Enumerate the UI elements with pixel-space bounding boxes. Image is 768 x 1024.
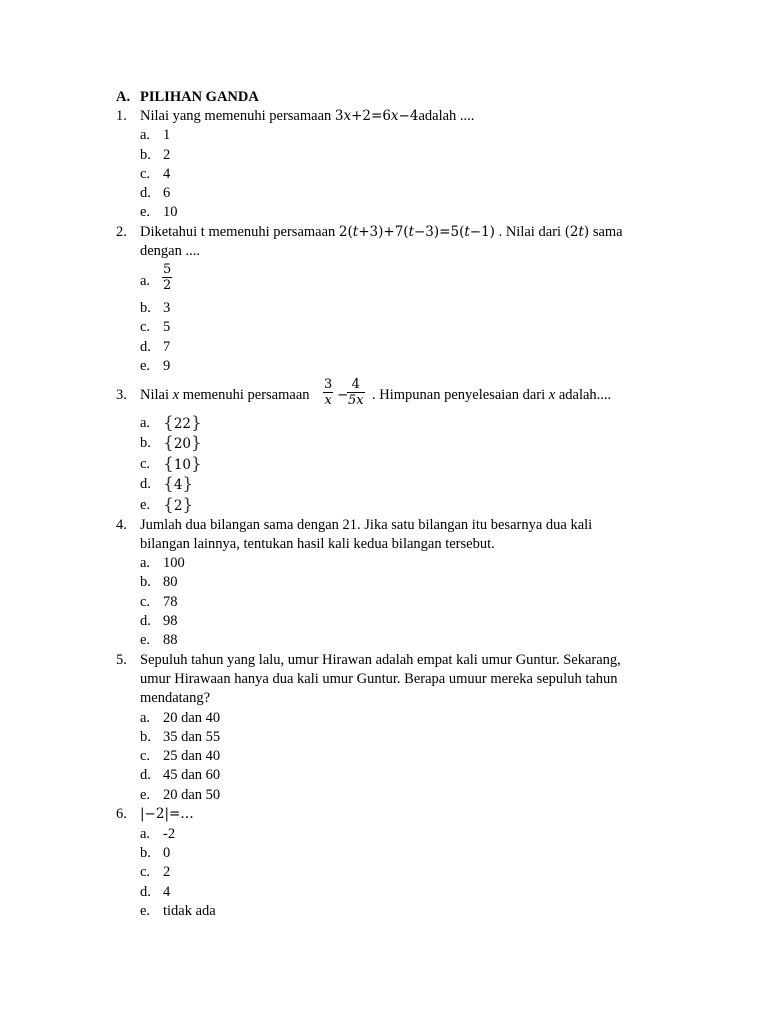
- option-text: 1: [163, 127, 171, 143]
- question-3-text-start: [140, 386, 310, 404]
- option-letter: c.: [140, 864, 151, 880]
- option-text: 45 dan 60: [163, 767, 221, 783]
- option-letter: d.: [140, 339, 151, 355]
- eq-var: t: [578, 224, 584, 240]
- eq-part: 2(: [338, 224, 353, 240]
- question-1-text: [140, 107, 474, 125]
- fraction-denominator: x: [324, 393, 332, 408]
- question-number: 5.: [116, 652, 127, 668]
- set-value: [163, 475, 193, 494]
- option-letter: d.: [140, 884, 151, 900]
- eq-var: x: [390, 108, 399, 124]
- option-letter: b.: [140, 435, 151, 451]
- option-letter: c.: [140, 166, 151, 182]
- option-letter: b.: [140, 845, 151, 861]
- question-text: adalah ....: [418, 108, 475, 124]
- option-letter: b.: [140, 300, 151, 316]
- question-text: sama: [589, 224, 623, 240]
- variable: x: [172, 387, 180, 403]
- question-text-continued: dengan ....: [140, 243, 200, 259]
- option-text: 4: [163, 166, 171, 182]
- brace-close: }: [191, 433, 202, 453]
- equation: [335, 108, 419, 124]
- option-text: 3: [163, 300, 171, 316]
- question-text: adalah....: [555, 387, 612, 403]
- eq-part: −4: [398, 108, 419, 124]
- brace-close: }: [191, 413, 202, 433]
- brace-open: {: [163, 474, 174, 494]
- option-letter: e.: [140, 632, 151, 648]
- fraction-numerator: 4: [351, 377, 360, 392]
- option-text: 98: [163, 613, 178, 629]
- fraction-denominator: 5x: [348, 393, 364, 408]
- option-letter: a.: [140, 127, 151, 143]
- question-text: Nilai: [140, 387, 173, 403]
- equation: [339, 224, 495, 240]
- question-number: 6.: [116, 806, 127, 822]
- eq-part: −3)=5(: [414, 224, 465, 240]
- option-letter: a.: [140, 826, 151, 842]
- option-text: 20 dan 40: [163, 710, 221, 726]
- option-letter: b.: [140, 574, 151, 590]
- eq-var: t: [408, 224, 414, 240]
- question-text-continued: mendatang?: [140, 690, 211, 706]
- option-text: 4: [163, 884, 171, 900]
- option-text: 35 dan 55: [163, 729, 221, 745]
- option-letter: d.: [140, 476, 151, 492]
- eq-var: x: [343, 108, 352, 124]
- option-text: tidak ada: [163, 903, 216, 919]
- set-element: 10: [173, 457, 192, 473]
- option-letter: c.: [140, 594, 151, 610]
- brace-open: {: [163, 454, 174, 474]
- question-number: 4.: [116, 517, 127, 533]
- question-text: Jumlah dua bilangan sama dengan 21. Jika satu bilangan itu besarnya dua kali: [140, 517, 593, 533]
- option-text: 5: [163, 319, 171, 335]
- equation: |−2|=…: [140, 806, 194, 822]
- option-letter: c.: [140, 319, 151, 335]
- brace-close: }: [182, 495, 194, 515]
- question-text-continued: bilangan lainnya, tentukan hasil kali kedua bilangan tersebut.: [140, 536, 495, 552]
- question-3-text-end: [372, 386, 611, 404]
- fraction-numerator: 5: [163, 262, 172, 277]
- option-letter: e.: [140, 497, 151, 513]
- brace-open: {: [163, 433, 174, 453]
- brace-open: {: [163, 495, 174, 515]
- eq-part: +2=6: [351, 108, 391, 124]
- set-element: 4: [173, 477, 183, 493]
- eq-var: t: [464, 224, 470, 240]
- option-text: 80: [163, 574, 178, 590]
- option-text: 6: [163, 185, 171, 201]
- option-text: 78: [163, 594, 178, 610]
- question-text: Nilai yang memenuhi persamaan: [140, 108, 335, 124]
- option-letter: c.: [140, 748, 151, 764]
- option-letter: e.: [140, 903, 151, 919]
- question-text: Diketahui t memenuhi persamaan: [140, 224, 339, 240]
- option-text: 88: [163, 632, 178, 648]
- question-number: 1.: [116, 108, 127, 124]
- option-letter: b.: [140, 147, 151, 163]
- option-letter: a.: [140, 710, 151, 726]
- eq-var: t: [352, 224, 359, 240]
- question-text-continued: umur Hirawaan hanya dua kali umur Guntur. Berapa umuur mereka sepuluh tahun: [140, 671, 618, 687]
- set-value: [163, 496, 193, 515]
- equation-2t: [565, 224, 590, 240]
- option-letter: d.: [140, 185, 151, 201]
- option-text: 0: [163, 845, 171, 861]
- question-text: . Himpunan penyelesaian dari: [372, 387, 549, 403]
- option-letter: a.: [140, 415, 151, 431]
- fraction: [162, 262, 172, 293]
- brace-close: }: [182, 474, 194, 494]
- set-element: 22: [173, 416, 192, 432]
- eq-part: 3: [334, 108, 344, 124]
- option-letter: c.: [140, 456, 151, 472]
- option-text: 9: [163, 358, 171, 374]
- option-letter: a.: [140, 555, 151, 571]
- option-text: 2: [163, 864, 171, 880]
- eq-part: ): [583, 224, 590, 240]
- option-letter: e.: [140, 787, 151, 803]
- option-text: 2: [163, 147, 171, 163]
- brace-close: }: [191, 454, 202, 474]
- eq-part: −1): [469, 224, 495, 240]
- set-element: 20: [173, 436, 192, 452]
- option-letter: d.: [140, 613, 151, 629]
- question-number: 3.: [116, 387, 127, 403]
- set-element: 2: [173, 498, 183, 514]
- option-text: -2: [163, 826, 176, 842]
- option-letter: e.: [140, 358, 151, 374]
- option-letter: e.: [140, 204, 151, 220]
- fraction-numerator: 3: [324, 377, 333, 392]
- variable: x: [548, 387, 556, 403]
- option-text: 10: [163, 204, 178, 220]
- option-text: 20 dan 50: [163, 787, 221, 803]
- option-letter: a.: [140, 273, 151, 289]
- option-letter: b.: [140, 729, 151, 745]
- option-letter: d.: [140, 767, 151, 783]
- minus-sign: −: [337, 387, 349, 403]
- question-text: Sepuluh tahun yang lalu, umur Hirawan adalah empat kali umur Guntur. Sekarang,: [140, 652, 621, 668]
- question-text: . Nilai dari: [494, 224, 565, 240]
- section-letter: A.: [116, 89, 131, 105]
- fraction-3-over-x: [323, 377, 333, 408]
- section-title: PILIHAN GANDA: [140, 89, 259, 105]
- fraction-4-over-5x: [347, 377, 365, 408]
- set-value: [163, 434, 202, 453]
- section-heading: [116, 88, 259, 106]
- brace-open: {: [163, 413, 174, 433]
- set-value: [163, 414, 202, 433]
- option-text: 7: [163, 339, 171, 355]
- option-text: 25 dan 40: [163, 748, 221, 764]
- fraction-denominator: 2: [163, 278, 172, 293]
- question-2-text: [140, 223, 623, 241]
- eq-part: (2: [564, 224, 579, 240]
- eq-part: +3)+7(: [358, 224, 409, 240]
- question-text: memenuhi persamaan: [179, 387, 310, 403]
- set-value: [163, 455, 202, 474]
- question-number: 2.: [116, 224, 127, 240]
- option-text: 100: [163, 555, 185, 571]
